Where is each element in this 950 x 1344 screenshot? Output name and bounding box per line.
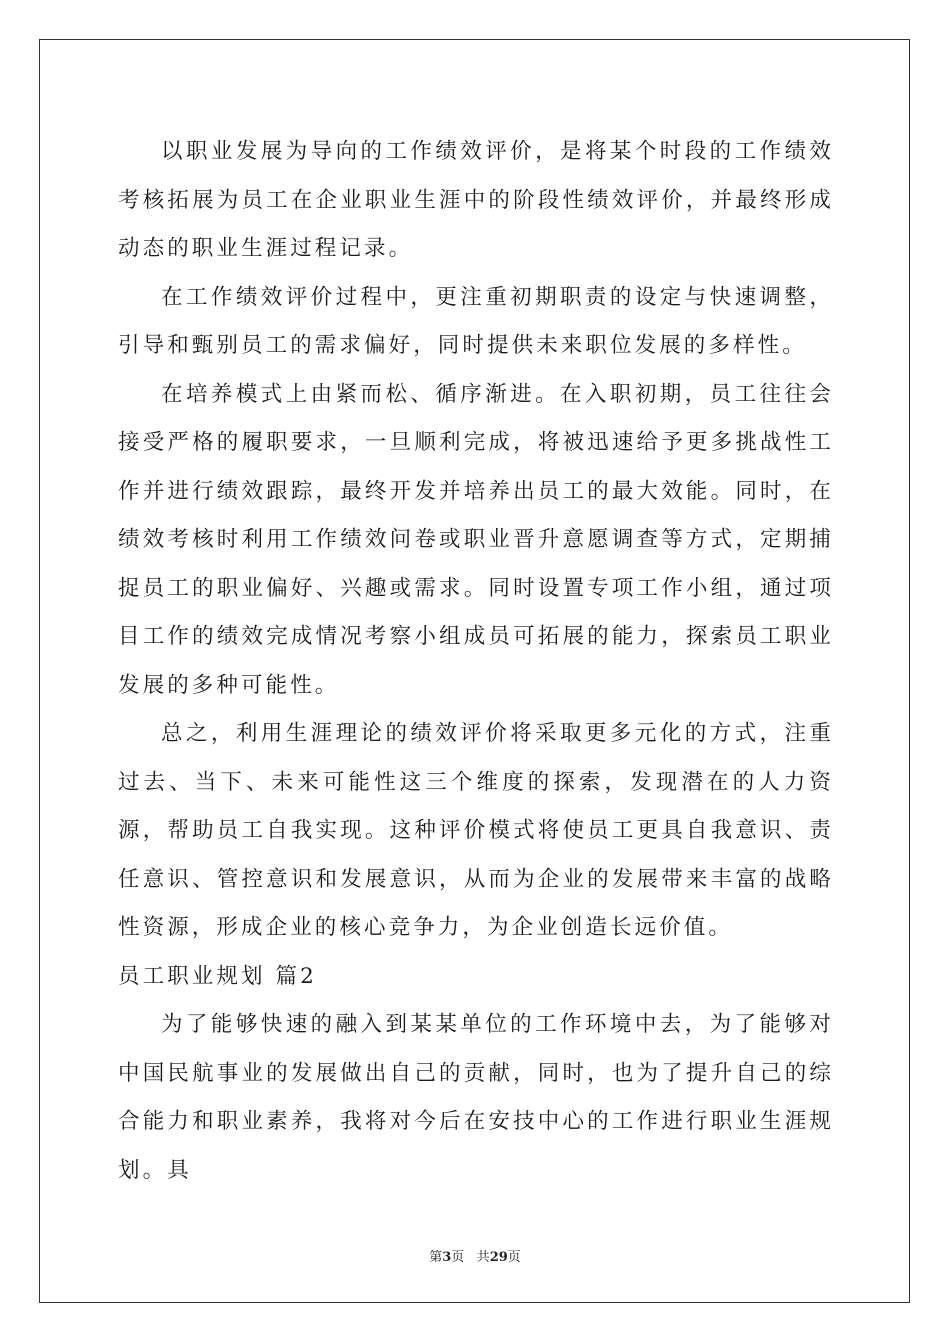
paragraph-3: 在培养模式上由紧而松、循序渐进。在入职初期，员工往往会接受严格的履职要求，一旦顺利完成，将被迅速给予更多挑战性工作并进行绩效跟踪，最终开发并培养出员工的最大效能。同时，在绩效考核时利用工作绩效问卷或职业晋升意愿调查等方式，定期捕捉员工的职业偏好、兴趣或需求。同时设置专项工作小组，通过项目工作的绩效完成情况考察小组成员可拓展的能力，探索员工职业发展的多种可能性。 (118, 381, 834, 698)
section-heading: 员工职业规划 篇2 (118, 963, 317, 989)
footer-total-prefix: 共 (476, 1250, 490, 1265)
footer-prefix: 第 (429, 1250, 443, 1265)
footer-page-number: 3 (442, 1250, 452, 1265)
footer-total-suffix: 页 (507, 1250, 521, 1265)
paragraph-1: 以职业发展为导向的工作绩效评价，是将某个时段的工作绩效考核拓展为员工在企业职业生涯中的阶段性绩效评价，并最终形成动态的职业生涯过程记录。 (118, 139, 834, 261)
footer-total-pages: 29 (489, 1250, 508, 1265)
document-body (118, 128, 834, 1195)
footer-page-suffix: 页 (451, 1250, 465, 1265)
section-paragraph: 为了能够快速的融入到某某单位的工作环境中去，为了能够对中国民航事业的发展做出自己的贡献，同时，也为了提升自己的综合能力和职业素养，我将对今后在安技中心的工作进行职业生涯规划。具 (118, 1012, 834, 1183)
paragraph-4: 总之，利用生涯理论的绩效评价将采取更多元化的方式，注重过去、当下、未来可能性这三个维度的探索，发现潜在的人力资源，帮助员工自我实现。这种评价模式将使员工更具自我意识、责任意识、管控意识和发展意识，从而为企业的发展带来丰富的战略性资源，形成企业的核心竞争力，为企业创造长远价值。 (118, 721, 834, 940)
paragraph-2: 在工作绩效评价过程中，更注重初期职责的设定与快速调整，引导和甄别员工的需求偏好，同时提供未来职位发展的多样性。 (118, 284, 834, 358)
page-footer (0, 1246, 950, 1265)
